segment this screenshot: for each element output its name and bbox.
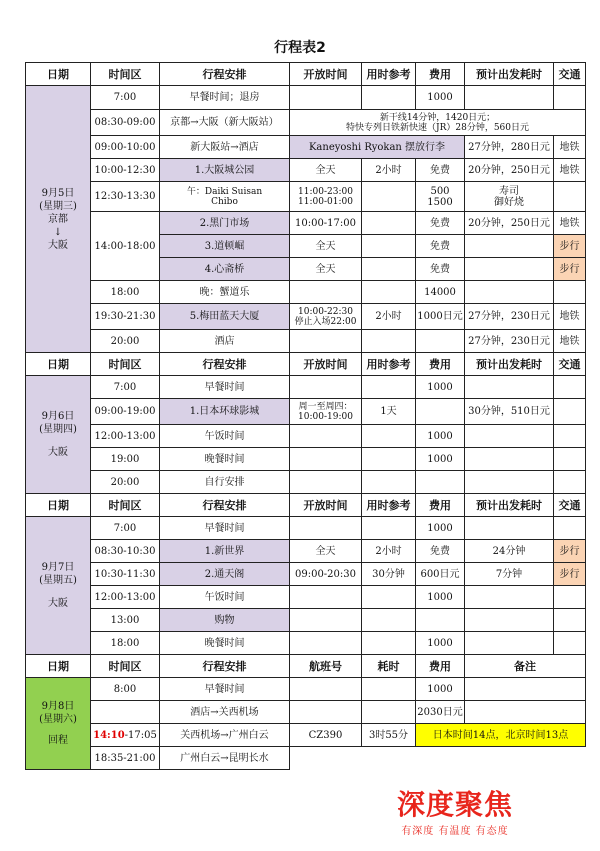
header-date: 日期 bbox=[26, 494, 91, 517]
header-date: 日期 bbox=[26, 353, 91, 376]
header-open: 开放时间 bbox=[290, 63, 362, 86]
plan-cell: 2.黑门市场 bbox=[160, 212, 290, 235]
header-date: 日期 bbox=[26, 63, 91, 86]
header-traffic: 交通 bbox=[554, 494, 586, 517]
header-open: 开放时间 bbox=[290, 353, 362, 376]
traffic-cell: 地铁 bbox=[554, 159, 586, 182]
logo-title: 深度聚焦 bbox=[396, 788, 513, 821]
plan-cell: 广州白云→昆明长水 bbox=[160, 747, 290, 770]
plan-cell: 早餐时间 bbox=[160, 678, 290, 701]
header-time: 时间区 bbox=[91, 353, 160, 376]
header-plan: 行程安排 bbox=[160, 353, 290, 376]
depart-cell: 24分钟 bbox=[465, 540, 554, 563]
table-row bbox=[26, 517, 586, 540]
time-cell: 12:30-13:30 bbox=[91, 182, 160, 212]
plan-cell: 1.日本环球影城 bbox=[160, 399, 290, 425]
table-row bbox=[26, 159, 586, 182]
fee-cell: 1000 bbox=[416, 678, 465, 701]
duration-cell: 3时55分 bbox=[362, 724, 416, 747]
fee-cell: 1000 bbox=[416, 517, 465, 540]
table-row bbox=[26, 471, 586, 494]
header-depart: 预计出发耗时 bbox=[465, 494, 554, 517]
traffic-cell: 步行 bbox=[554, 563, 586, 586]
depart-cell: 27分钟，230日元 bbox=[465, 330, 554, 353]
time-cell: 18:00 bbox=[91, 632, 160, 655]
fee-cell: 14000 bbox=[416, 281, 465, 304]
fee-cell: 2030日元 bbox=[416, 701, 465, 724]
day-cell: 9月7日 (星期五) 大阪 bbox=[26, 517, 91, 655]
time-cell: 08:30-10:30 bbox=[91, 540, 160, 563]
depart-cell: 20分钟，250日元 bbox=[465, 159, 554, 182]
logo-slogan: 有深度 有温度 有态度 bbox=[401, 826, 509, 837]
day-cell: 9月5日 (星期三) 京都 ↓ 大阪 bbox=[26, 86, 91, 353]
fee-cell: 1000 bbox=[416, 376, 465, 399]
time-cell: 7:00 bbox=[91, 517, 160, 540]
header-date: 日期 bbox=[26, 655, 91, 678]
duration-cell: 1天 bbox=[362, 399, 416, 425]
header-depart: 预计出发耗时 bbox=[465, 63, 554, 86]
fee-cell: 1000 bbox=[416, 632, 465, 655]
open-cell: 周一至周四： 10:00-19:00 bbox=[290, 399, 362, 425]
header-open: 开放时间 bbox=[290, 494, 362, 517]
time-cell: 09:00-19:00 bbox=[91, 399, 160, 425]
time-cell: 14:10-17:05 bbox=[91, 724, 160, 747]
open-cell: 全天 bbox=[290, 540, 362, 563]
time-cell: 20:00 bbox=[91, 330, 160, 353]
note-cell: 日本时间14点，北京时间13点 bbox=[416, 724, 586, 747]
time-cell: 7:00 bbox=[91, 86, 160, 110]
table-row bbox=[26, 724, 586, 747]
plan-cell: 京都→大阪（新大阪站） bbox=[160, 110, 290, 136]
table-row bbox=[26, 678, 586, 701]
fee-cell: 1000日元 bbox=[416, 304, 465, 330]
traffic-cell: 地铁 bbox=[554, 330, 586, 353]
header-row bbox=[26, 63, 586, 86]
header-fee: 费用 bbox=[416, 655, 465, 678]
open-cell: 11:00-23:00 11:00-01:00 bbox=[290, 182, 362, 212]
header-duration: 用时参考 bbox=[362, 63, 416, 86]
plan-cell: 1.新世界 bbox=[160, 540, 290, 563]
header-depart: 预计出发耗时 bbox=[465, 353, 554, 376]
plan-cell: 2.通天阁 bbox=[160, 563, 290, 586]
fee-cell: 500 1500 bbox=[416, 182, 465, 212]
plan-cell: 午饭时间 bbox=[160, 425, 290, 448]
time-cell: 10:00-12:30 bbox=[91, 159, 160, 182]
header-plan: 行程安排 bbox=[160, 63, 290, 86]
traffic-cell: 步行 bbox=[554, 258, 586, 281]
traffic-cell: 地铁 bbox=[554, 136, 586, 159]
header-duration: 用时参考 bbox=[362, 353, 416, 376]
table-row bbox=[26, 281, 586, 304]
header-time: 时间区 bbox=[91, 63, 160, 86]
duration-cell: 30分钟 bbox=[362, 563, 416, 586]
table-row bbox=[26, 182, 586, 212]
plan-cell: 午：Daiki Suisan Chibo bbox=[160, 182, 290, 212]
time-cell: 8:00 bbox=[91, 678, 160, 701]
traffic-cell: 地铁 bbox=[554, 212, 586, 235]
table-row bbox=[26, 136, 586, 159]
fee-cell: 免费 bbox=[416, 212, 465, 235]
plan-cell: 酒店 bbox=[160, 330, 290, 353]
logo bbox=[380, 788, 530, 837]
header-plan: 行程安排 bbox=[160, 655, 290, 678]
flight-cell: CZ390 bbox=[290, 724, 362, 747]
depart-cell: 27分钟，280日元 bbox=[465, 136, 554, 159]
plan-cell: 4.心斋桥 bbox=[160, 258, 290, 281]
time-cell: 20:00 bbox=[91, 471, 160, 494]
table-row bbox=[26, 304, 586, 330]
time-cell: 13:00 bbox=[91, 609, 160, 632]
traffic-cell: 步行 bbox=[554, 235, 586, 258]
table-row bbox=[26, 425, 586, 448]
header-plan: 行程安排 bbox=[160, 494, 290, 517]
header-fee: 费用 bbox=[416, 353, 465, 376]
time-cell: 7:00 bbox=[91, 376, 160, 399]
depart-cell: 30分钟，510日元 bbox=[465, 399, 554, 425]
table-row bbox=[26, 586, 586, 609]
depart-cell: 20分钟，250日元 bbox=[465, 212, 554, 235]
plan-cell: 5.梅田蓝天大厦 bbox=[160, 304, 290, 330]
table-row bbox=[26, 701, 586, 724]
table-row bbox=[26, 399, 586, 425]
table-row bbox=[26, 632, 586, 655]
fee-cell: 1000 bbox=[416, 425, 465, 448]
day-cell: 9月8日 (星期六) 回程 bbox=[26, 678, 91, 770]
fee-cell: 600日元 bbox=[416, 563, 465, 586]
table-row bbox=[26, 563, 586, 586]
header-traffic: 交通 bbox=[554, 63, 586, 86]
open-cell: 10:00-22:30 停止入场22:00 bbox=[290, 304, 362, 330]
depart-cell: 27分钟，230日元 bbox=[465, 304, 554, 330]
header-row bbox=[26, 353, 586, 376]
depart-cell: 寿司 御好烧 bbox=[465, 182, 554, 212]
header-duration: 用时参考 bbox=[362, 494, 416, 517]
plan-cell: 晚餐时间 bbox=[160, 448, 290, 471]
fee-cell: 免费 bbox=[416, 235, 465, 258]
time-cell: 14:00-18:00 bbox=[91, 212, 160, 281]
fee-cell: 1000 bbox=[416, 86, 465, 110]
header-note: 备注 bbox=[465, 655, 586, 678]
fee-cell: 1000 bbox=[416, 586, 465, 609]
plan-cell: 3.道顿崛 bbox=[160, 235, 290, 258]
table-row bbox=[26, 110, 586, 136]
fee-cell: 免费 bbox=[416, 540, 465, 563]
traffic-cell: 地铁 bbox=[554, 304, 586, 330]
header-time: 时间区 bbox=[91, 655, 160, 678]
time-cell: 19:00 bbox=[91, 448, 160, 471]
plan-cell: 午饭时间 bbox=[160, 586, 290, 609]
plan-cell: 酒店→关西机场 bbox=[160, 701, 290, 724]
fee-cell: 免费 bbox=[416, 258, 465, 281]
header-time: 时间区 bbox=[91, 494, 160, 517]
transport-note-cell: 新干线14分钟，1420日元； 特快专列日铁新快速（JR）28分钟，560日元 bbox=[290, 110, 586, 136]
table-row bbox=[26, 376, 586, 399]
table-row bbox=[26, 540, 586, 563]
time-cell: 18:00 bbox=[91, 281, 160, 304]
time-cell: 19:30-21:30 bbox=[91, 304, 160, 330]
table-row bbox=[26, 330, 586, 353]
open-cell: 10:00-17:00 bbox=[290, 212, 362, 235]
plan-cell: 关西机场→广州白云 bbox=[160, 724, 290, 747]
open-cell: 全天 bbox=[290, 235, 362, 258]
header-flight: 航班号 bbox=[290, 655, 362, 678]
plan-cell: 早餐时间 bbox=[160, 517, 290, 540]
day-cell: 9月6日 (星期四) 大阪 bbox=[26, 376, 91, 494]
table-row bbox=[26, 747, 586, 770]
time-cell: 09:00-10:00 bbox=[91, 136, 160, 159]
fee-cell: 免费 bbox=[416, 159, 465, 182]
header-row bbox=[26, 494, 586, 517]
time-cell bbox=[91, 701, 160, 724]
open-cell: 09:00-20:30 bbox=[290, 563, 362, 586]
hotel-note-cell: Kaneyoshi Ryokan 摆放行李 bbox=[290, 136, 465, 159]
plan-cell: 1.大阪城公园 bbox=[160, 159, 290, 182]
itinerary-table bbox=[25, 62, 586, 770]
plan-cell: 晚：蟹道乐 bbox=[160, 281, 290, 304]
plan-cell: 早餐时间；退房 bbox=[160, 86, 290, 110]
traffic-cell: 步行 bbox=[554, 540, 586, 563]
open-cell: 全天 bbox=[290, 258, 362, 281]
header-traffic: 交通 bbox=[554, 353, 586, 376]
duration-cell: 2小时 bbox=[362, 304, 416, 330]
table-row bbox=[26, 609, 586, 632]
header-fee: 费用 bbox=[416, 494, 465, 517]
flight-header-row bbox=[26, 655, 586, 678]
open-cell: 全天 bbox=[290, 159, 362, 182]
time-cell: 18:35-21:00 bbox=[91, 747, 160, 770]
plan-cell: 购物 bbox=[160, 609, 290, 632]
header-duration: 耗时 bbox=[362, 655, 416, 678]
time-cell: 10:30-11:30 bbox=[91, 563, 160, 586]
plan-cell: 晚餐时间 bbox=[160, 632, 290, 655]
duration-cell: 2小时 bbox=[362, 540, 416, 563]
duration-cell: 2小时 bbox=[362, 159, 416, 182]
fee-cell: 1000 bbox=[416, 448, 465, 471]
time-cell: 08:30-09:00 bbox=[91, 110, 160, 136]
time-cell: 12:00-13:00 bbox=[91, 425, 160, 448]
plan-cell: 新大阪站→酒店 bbox=[160, 136, 290, 159]
depart-cell: 7分钟 bbox=[465, 563, 554, 586]
page-title: 行程表2 bbox=[274, 40, 326, 56]
table-row bbox=[26, 212, 586, 235]
header-fee: 费用 bbox=[416, 63, 465, 86]
plan-cell: 自行安排 bbox=[160, 471, 290, 494]
plan-cell: 早餐时间 bbox=[160, 376, 290, 399]
table-row bbox=[26, 86, 586, 110]
time-cell: 12:00-13:00 bbox=[91, 586, 160, 609]
table-row bbox=[26, 448, 586, 471]
